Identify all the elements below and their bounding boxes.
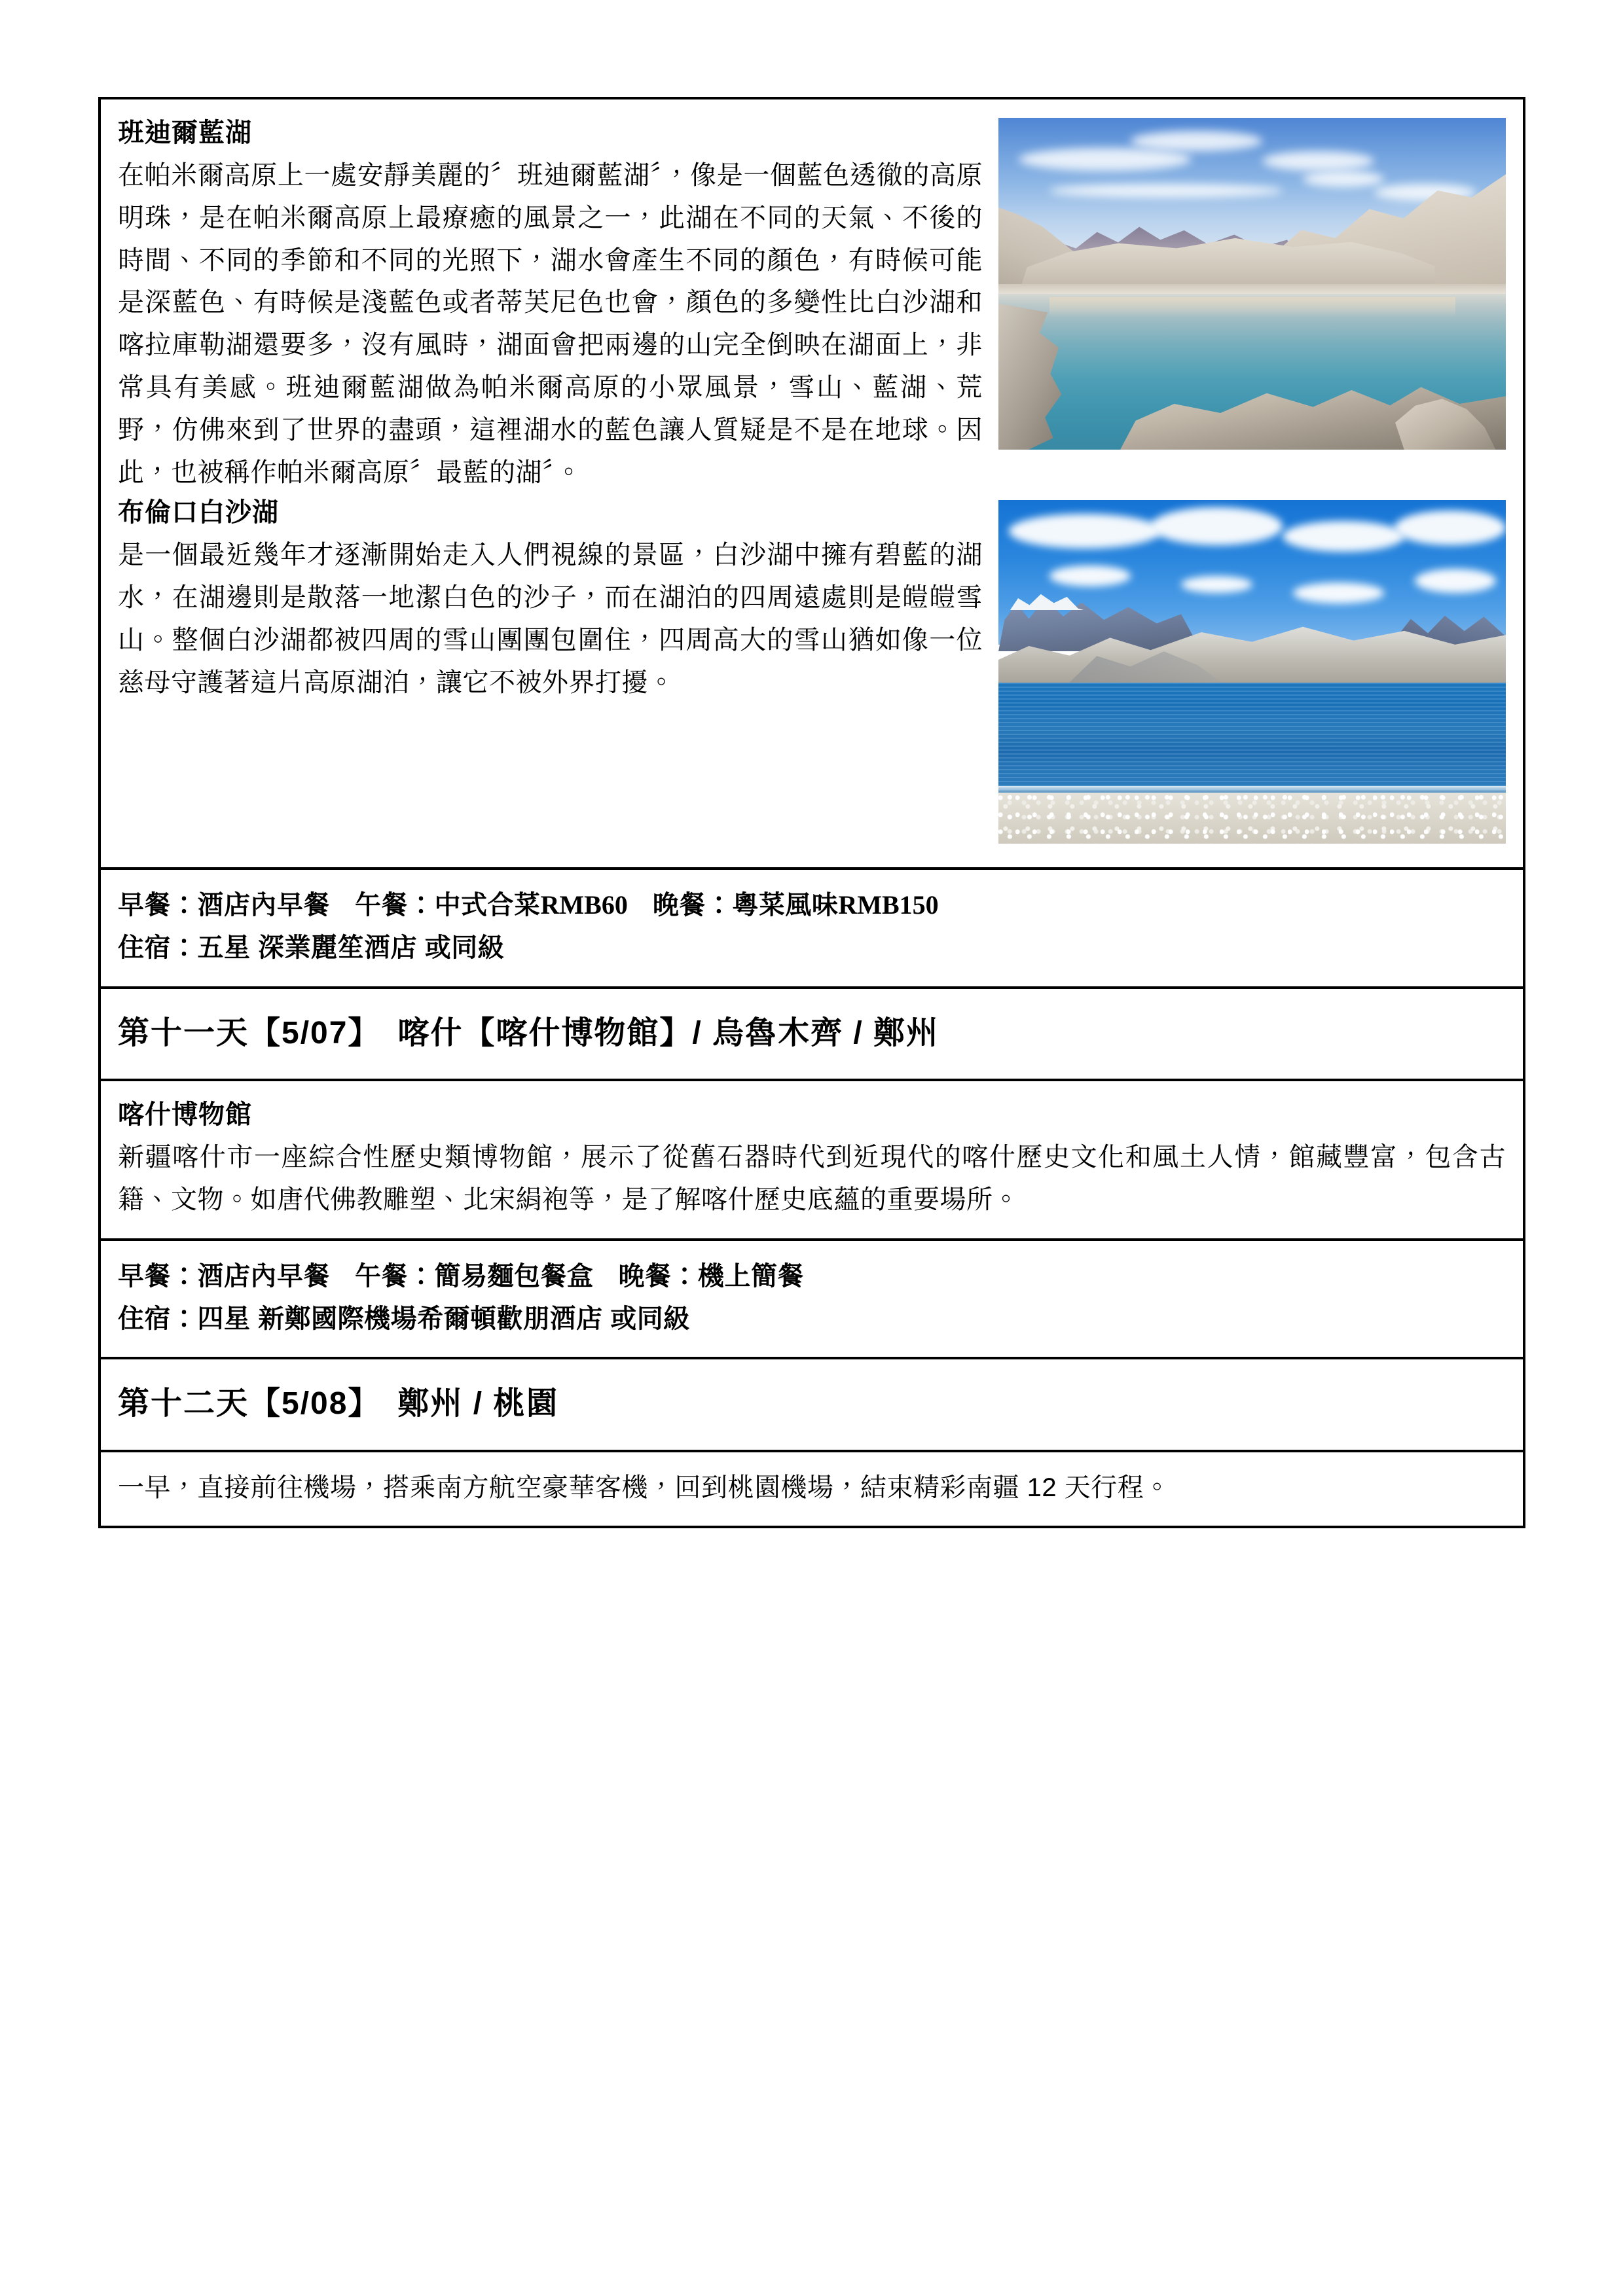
lunch-value: 簡易麵包餐盒 [434, 1261, 594, 1291]
scenery-day10-content [101, 99, 1523, 867]
scenery-day11-content [101, 1081, 1523, 1238]
stay-label: 住宿： [118, 1304, 198, 1333]
day12-title: 第十二天【5/08】 鄭州 / 桃園 [118, 1386, 559, 1422]
table-row-day12-body [100, 1451, 1524, 1528]
stay-day10-line [118, 927, 1506, 969]
photo2-cloud [1293, 583, 1385, 603]
day11-header-cell [100, 988, 1524, 1080]
meals-day11-line [118, 1255, 1506, 1298]
stay-value: 五星 深業麗笙酒店 或同級 [197, 933, 505, 963]
photo2-cloud [1415, 569, 1496, 593]
section-body-bulunkou-lake: 是一個最近幾年才逐漸開始走入人們視線的景區，白沙湖中擁有碧藍的湖水，在湖邊則是散落一地潔白色的沙子，而在湖泊的四周遠處則是皚皚雪山。整個白沙湖都被四周的雪山團團包圍住，四周高大的雪山猶如像一位慈母守護著這片高原湖泊，讓它不被外界打擾。 [118, 541, 983, 697]
photo1-cloud [1262, 151, 1374, 171]
scenery-day10-cell [100, 98, 1524, 869]
photo2-waterline [998, 786, 1506, 793]
table-row-meals-day11 [100, 1240, 1524, 1359]
bandier-lake-photo [998, 118, 1506, 450]
photo1-cloud [1019, 148, 1192, 171]
section-title-kashgar-museum: 喀什博物館 [118, 1100, 252, 1130]
stay-day11-line [118, 1298, 1506, 1340]
section-body-bandier-lake: 在帕米爾高原上一處安靜美麗的〞班迪爾藍湖〞，像是一個藍色透徹的高原明珠，是在帕米爾高原上最療癒的風景之一，此湖在不同的天氣、不後的時間、不同的季節和不同的光照下，湖水會產生不同的顏色，有時候可能是深藍色、有時候是淺藍色或者蒂芙尼色也會，顏色的多變性比白沙湖和喀拉庫勒湖還要多，沒有風時，湖面會把兩邊的山完全倒映在湖面上，非常具有美感。班迪爾藍湖做為帕米爾高原的小眾風景，雪山、藍湖、荒野，仿佛來到了世界的盡頭，這裡湖水的藍色讓人質疑是不是在地球。因此，也被稱作帕米爾高原〞最藍的湖〞。 [118, 161, 983, 487]
breakfast-label: 早餐： [118, 891, 198, 920]
meals-day11-content [101, 1241, 1523, 1357]
day12-description: 一早，直接前往機場，搭乘南方航空豪華客機，回到桃園機場，結束精彩南疆 12 天行程。 [118, 1473, 1171, 1502]
dinner-value: 粵菜風味 [732, 891, 839, 920]
photo2-cloud [1283, 521, 1404, 552]
photo1-cloud [1049, 184, 1283, 197]
section-body-kashgar-museum: 新疆喀什市一座綜合性歷史類博物館，展示了從舊石器時代到近現代的喀什歷史文化和風土人情，館藏豐富，包含古籍、文物。如唐代佛教雕塑、北宋絹袍等，是了解喀什歷史底蘊的重要場所。 [118, 1143, 1506, 1214]
section-title-bandier-lake: 班迪爾藍湖 [118, 118, 252, 147]
stay-label: 住宿： [118, 933, 198, 963]
photo1-cloud [1131, 131, 1263, 151]
table-row-day11-header [100, 988, 1524, 1080]
dinner-value: 機上簡餐 [698, 1261, 804, 1291]
photo1-reflection [1049, 297, 1455, 317]
photo2-cloud [1049, 565, 1131, 586]
lunch-label: 午餐： [355, 1261, 435, 1291]
photo2-cloud [1181, 576, 1252, 593]
day12-body-cell [100, 1451, 1524, 1528]
photo2-cloud [1151, 507, 1283, 545]
table-row-scenery-day10 [100, 98, 1524, 869]
section-title-bulunkou-lake: 布倫口白沙湖 [118, 498, 279, 528]
itinerary-page [98, 97, 1525, 1528]
meals-day10-content [101, 870, 1523, 986]
day11-title: 第十一天【5/07】 喀什【喀什博物館】/ 烏魯木齊 / 鄭州 [118, 1015, 939, 1050]
scenery-day11-cell [100, 1080, 1524, 1240]
day12-body-content [101, 1452, 1523, 1526]
itinerary-table [98, 97, 1525, 1528]
stay-value: 四星 新鄭國際機場希爾頓歡朋酒店 或同級 [197, 1304, 690, 1333]
photo2-cloud [1009, 514, 1161, 548]
table-row-day12-header [100, 1358, 1524, 1450]
bulunkou-lake-photo [998, 500, 1506, 844]
breakfast-value: 酒店內早餐 [197, 891, 330, 920]
breakfast-value: 酒店內早餐 [197, 1261, 330, 1291]
meals-day11-cell [100, 1240, 1524, 1359]
day12-header-cell [100, 1358, 1524, 1450]
photo2-water-ripples [998, 683, 1506, 796]
dinner-price: RMB150 [838, 890, 939, 920]
breakfast-label: 早餐： [118, 1261, 198, 1291]
dinner-label: 晚餐： [618, 1261, 698, 1291]
photo2-cloud [1395, 511, 1506, 545]
lunch-label: 午餐： [355, 891, 435, 920]
table-row-scenery-day11 [100, 1080, 1524, 1240]
lunch-price: RMB60 [540, 890, 628, 920]
photo2-pebble-beach [998, 793, 1506, 844]
meals-day10-cell [100, 869, 1524, 988]
table-row-meals-day10 [100, 869, 1524, 988]
lunch-value: 中式合菜 [434, 891, 541, 920]
dinner-label: 晚餐： [652, 891, 733, 920]
meals-day10-line [118, 884, 1506, 927]
